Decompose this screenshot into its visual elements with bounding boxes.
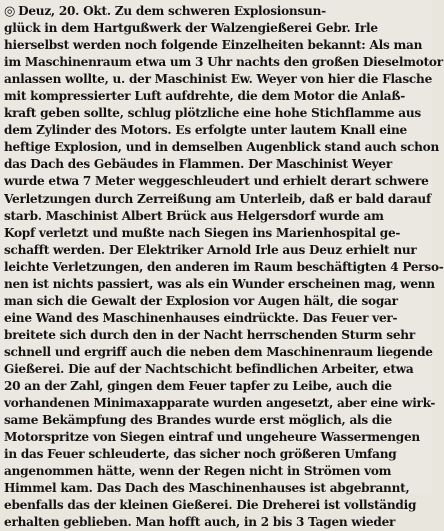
article-line-15: schafft werden. Der Elektriker Arnold Irle aus Deuz erhielt nur <box>4 242 417 257</box>
article-line-12: Verletzungen durch Zerreißung am Unterleib, daß er bald darauf <box>4 191 431 206</box>
article-line-5: anlassen wollte, u. der Maschinist Ew. Weyer von hier die Flasche <box>4 72 433 87</box>
article-line-3: hierselbst werden noch folgende Einzelheiten bekannt: Als man <box>4 38 423 53</box>
article-line-13: starb. Maschinist Albert Brück aus Helgersdorf wurde am <box>4 208 384 223</box>
article-line-28: angenommen hätte, wenn der Regen nicht in Strömen vom <box>4 464 392 479</box>
article-line-1 <box>4 3 428 20</box>
article-line-27: in das Feuer schleuderte, das sicher noch größeren Umfang <box>4 447 397 462</box>
article-line-11: wurde etwa 7 Meter weggeschleudert und erhielt derart schwere <box>4 174 429 189</box>
article-line-1-text: Deuz, 20. Okt. Zu dem schweren Explosionsun- <box>18 4 326 18</box>
article-line-24: vorhandenen Minimaxapparate wurden angesetzt, aber eine wirk- <box>4 396 436 411</box>
article-line-14: Kopf verletzt und mußte nach Siegen ins Marienhospital ge- <box>4 225 401 240</box>
article-line-19: eine Wand des Maschinenhauses eindrückte. Das Feuer ver- <box>4 310 398 325</box>
article-line-31: erhalten geblieben. Man hofft auch, in 2 bis 3 Tagen wieder <box>4 515 396 530</box>
circle-mark-icon: ◎ <box>4 4 16 19</box>
article-line-25: same Bekämpfung des Brandes wurde erst möglich, als die <box>4 413 392 428</box>
article-line-20: breitete sich durch den in der Nacht herrschenden Sturm sehr <box>4 327 415 342</box>
article-line-16: leichte Verletzungen, den anderen im Raum beschäftigten 4 Perso- <box>4 259 444 274</box>
article-line-21: schnell und ergriff auch die neben dem Maschinenraum liegende <box>4 344 433 359</box>
article-line-26: Motorspritze von Siegen eintraf und ungeheure Wassermengen <box>4 430 420 445</box>
article-line-9: heftige Explosion, und in demselben Augenblick stand auch schon <box>4 140 439 155</box>
article-line-4: im Maschinenraum etwa um 3 Uhr nachts den großen Dieselmotor <box>4 55 443 70</box>
article-line-17: nen ist nichts passiert, was als ein Wunder erscheinen mag, wenn <box>4 276 435 291</box>
article-line-6: mit kompressierter Luft aufdrehte, die dem Motor die Anlaß- <box>4 89 406 104</box>
article-line-23: 20 an der Zahl, gingen dem Feuer tapfer zu Leibe, auch die <box>4 379 392 394</box>
article-line-30: ebenfalls das der kleinen Gießerei. Die Dreherei ist vollständig <box>4 498 417 513</box>
article-line-2: glück in dem Hartgußwerk der Walzengießerei Gebr. Irle <box>4 21 378 36</box>
article-line-29: Himmel kam. Das Dach des Maschinenhauses ist abgebrannt, <box>4 481 410 496</box>
article-line-10: das Dach des Gebäudes in Flammen. Der Maschinist Weyer <box>4 157 392 172</box>
article-line-8: dem Zylinder des Motors. Es erfolgte unter lautem Knall eine <box>4 123 407 138</box>
article-line-18: man sich die Gewalt der Explosion vor Augen hält, die sogar <box>4 293 398 308</box>
article-line-22: Gießerei. Die auf der Nachtschicht befindlichen Arbeiter, etwa <box>4 361 414 376</box>
article-line-7: kraft geben sollte, schlug plötzliche eine hohe Stichflamme aus <box>4 106 421 121</box>
